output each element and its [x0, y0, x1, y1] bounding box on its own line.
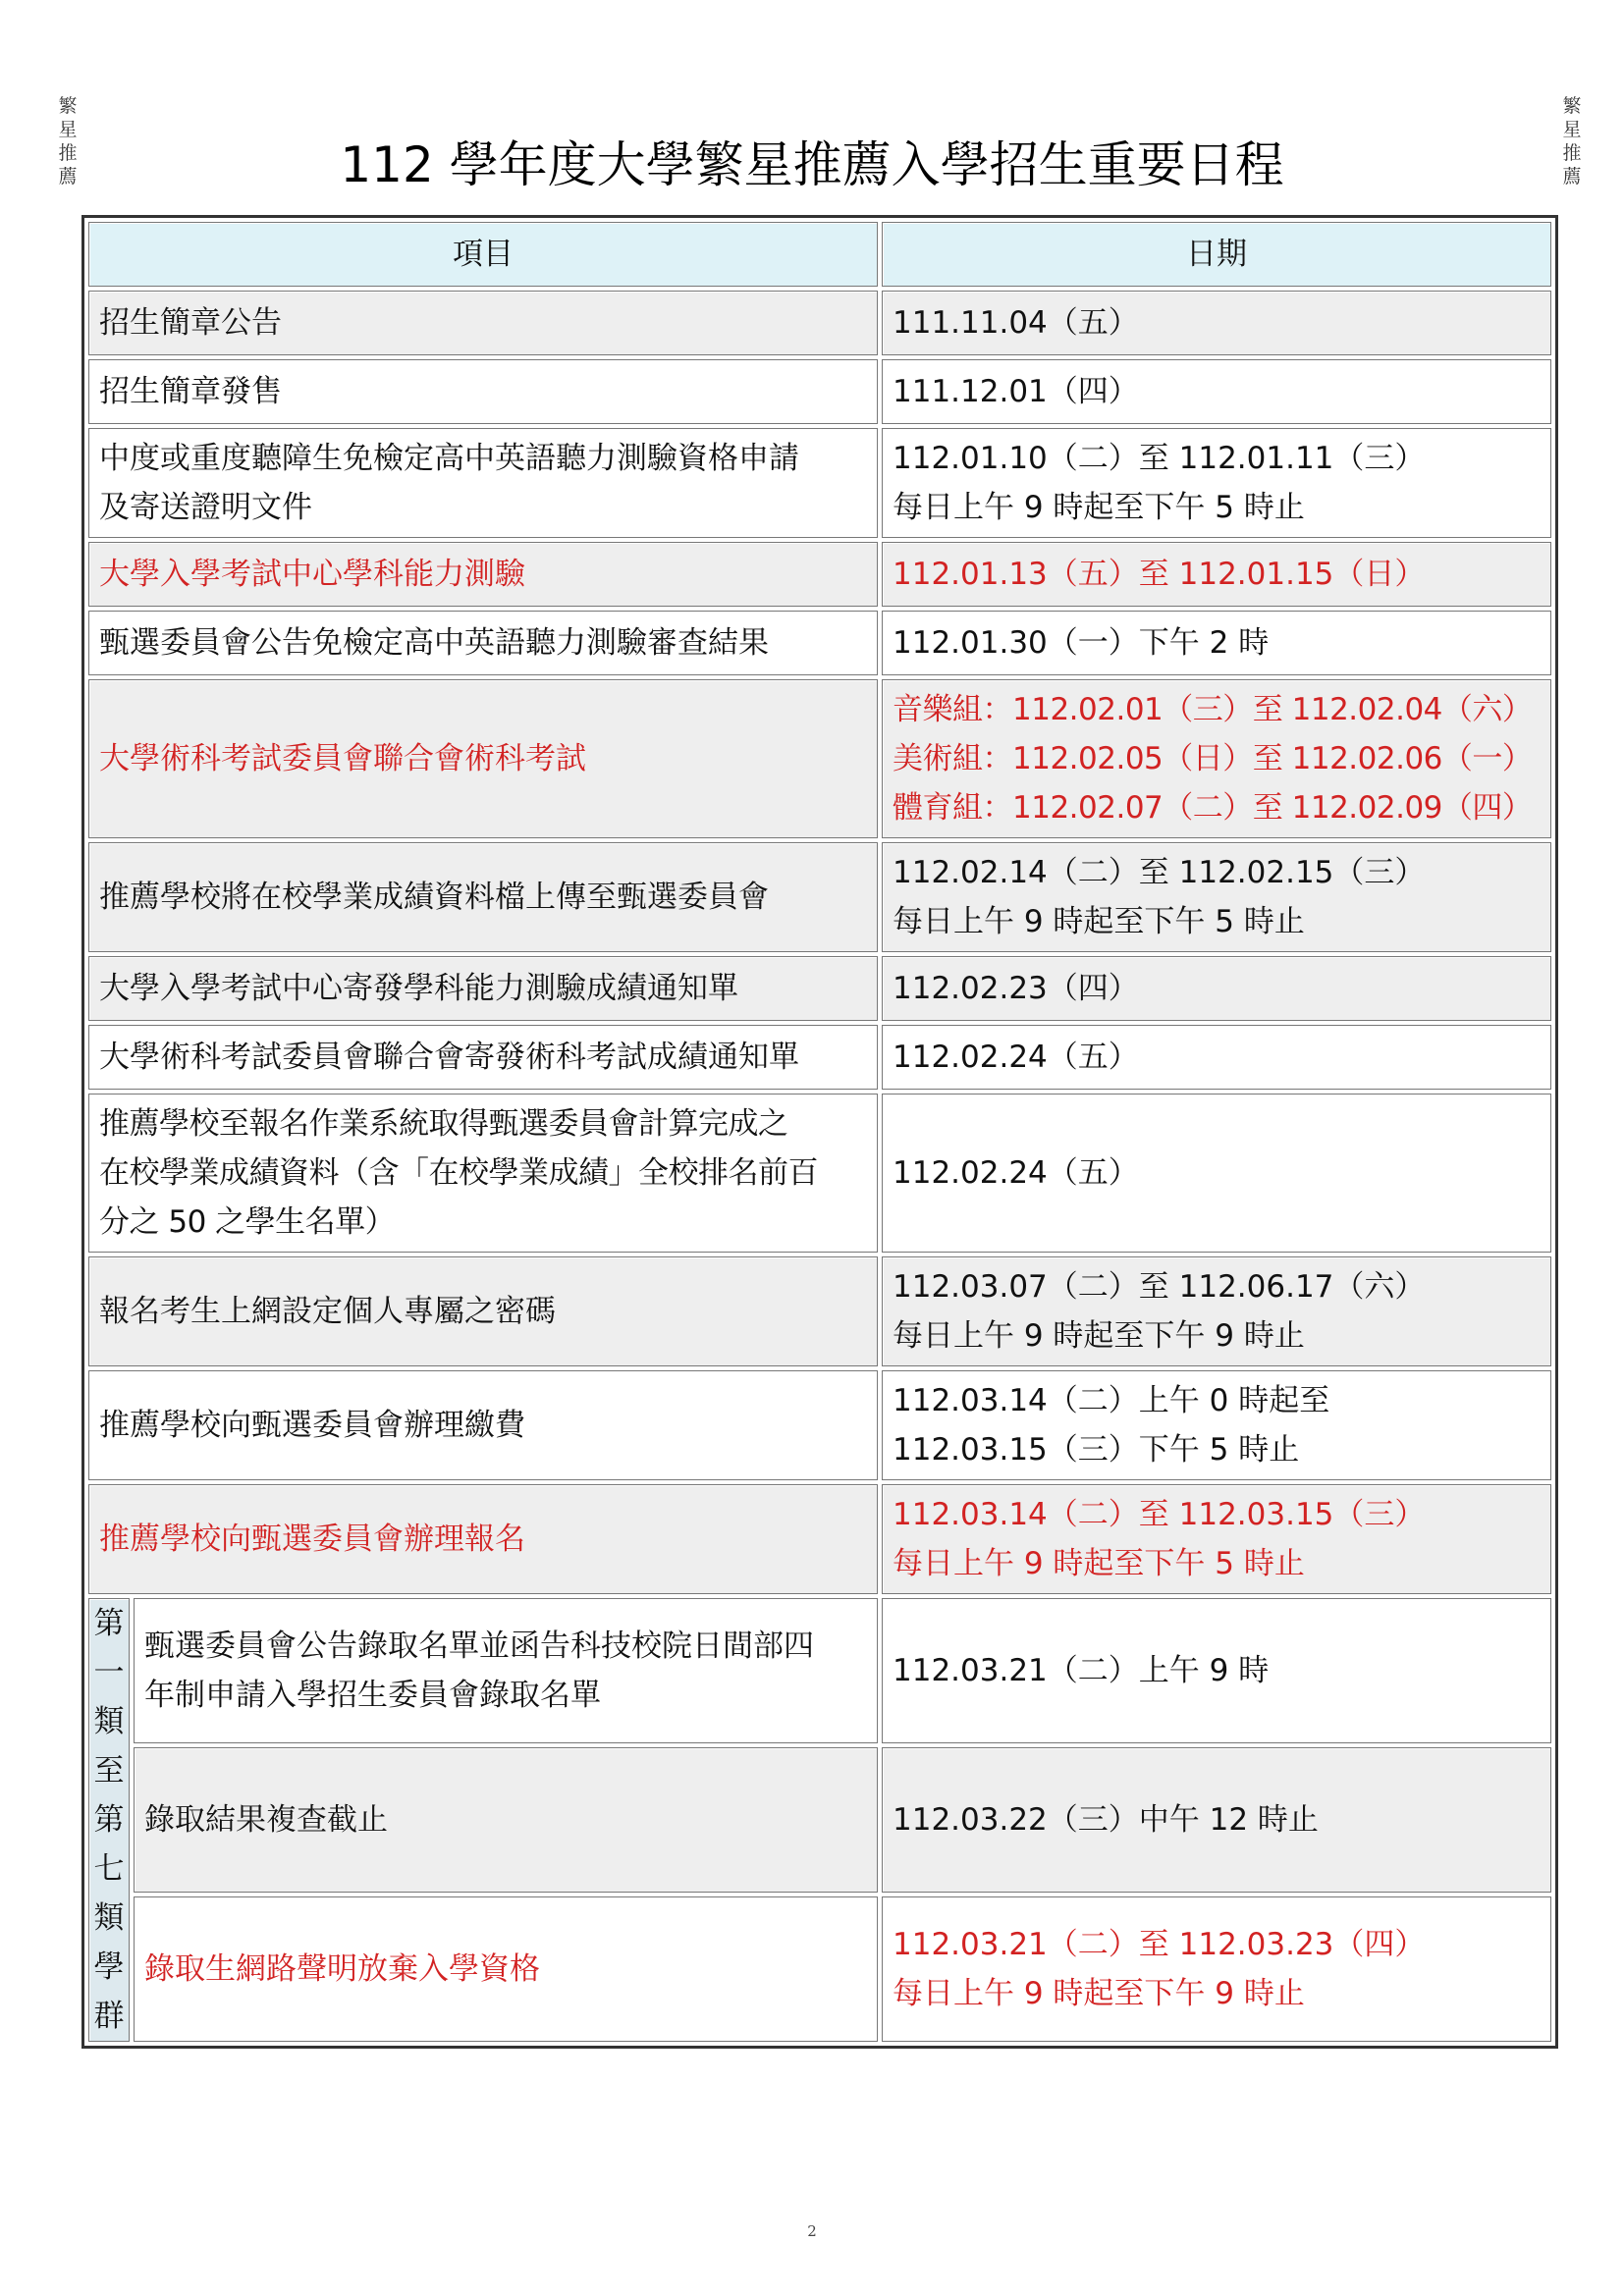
cell-line: 111.12.01（四） — [893, 374, 1139, 409]
group-label-char: 第 — [93, 1802, 125, 1838]
date-cell — [882, 1484, 1551, 1594]
date-cell — [882, 542, 1551, 607]
cell-line: 音樂組：112.02.01（三）至 112.02.04（六） — [893, 692, 1533, 727]
cell-line: 111.11.04（五） — [893, 305, 1139, 341]
table-row — [88, 842, 1551, 952]
table-row — [88, 1025, 1551, 1090]
cell-line: 推薦學校向甄選委員會辦理繳費 — [99, 1408, 525, 1443]
table-row — [88, 359, 1551, 424]
cell-line: 112.02.14（二）至 112.02.15（三） — [893, 855, 1426, 890]
date-cell — [882, 1747, 1551, 1893]
item-cell — [88, 1256, 878, 1366]
cell-line: 年制申請入學招生委員會錄取名單 — [144, 1678, 601, 1713]
side-label-char: 星 — [1562, 119, 1582, 140]
date-cell — [882, 428, 1551, 538]
table-row — [88, 1256, 1551, 1366]
table-row — [88, 1747, 1551, 1893]
date-cell — [882, 291, 1551, 355]
date-cell — [882, 359, 1551, 424]
cell-line: 112.01.10（二）至 112.01.11（三） — [893, 441, 1426, 476]
cell-line: 112.02.24（五） — [893, 1040, 1139, 1075]
cell-line: 在校學業成績資料（含「在校學業成績」全校排名前百 — [99, 1155, 818, 1191]
group-label-char: 類 — [93, 1900, 125, 1936]
side-label-char: 推 — [1562, 142, 1582, 164]
table-row — [88, 1094, 1551, 1253]
table-row — [88, 1598, 1551, 1743]
cell-line: 112.03.22（三）中午 12 時止 — [893, 1802, 1319, 1838]
item-cell — [134, 1598, 878, 1743]
cell-line: 體育組：112.02.07（二）至 112.02.09（四） — [893, 790, 1533, 826]
table-row — [88, 1484, 1551, 1594]
item-cell — [88, 359, 878, 424]
date-cell — [882, 611, 1551, 675]
side-label-char: 推 — [58, 142, 78, 164]
table-row — [88, 1370, 1551, 1480]
cell-line: 112.03.07（二）至 112.06.17（六） — [893, 1269, 1426, 1305]
table-row — [88, 428, 1551, 538]
item-cell — [88, 1025, 878, 1090]
cell-line: 每日上午 9 時起至下午 9 時止 — [893, 1976, 1305, 2011]
cell-line: 112.02.23（四） — [893, 971, 1139, 1006]
item-cell — [88, 956, 878, 1021]
table-row — [88, 542, 1551, 607]
header-date: 日期 — [882, 222, 1551, 287]
page-title: 112 學年度大學繁星推薦入學招生重要日程 — [340, 136, 1284, 193]
group-label-char: 第 — [93, 1606, 125, 1641]
cell-line: 每日上午 9 時起至下午 5 時止 — [893, 904, 1305, 939]
cell-line: 每日上午 9 時起至下午 9 時止 — [893, 1318, 1305, 1354]
cell-line: 錄取生網路聲明放棄入學資格 — [144, 1951, 540, 1987]
cell-line: 112.01.30（一）下午 2 時 — [893, 625, 1270, 661]
cell-line: 招生簡章發售 — [99, 374, 282, 409]
date-cell — [882, 1094, 1551, 1253]
date-cell — [882, 1598, 1551, 1743]
cell-line: 大學術科考試委員會聯合會寄發術科考試成績通知單 — [99, 1040, 799, 1075]
item-cell — [88, 842, 878, 952]
date-cell — [882, 1896, 1551, 2042]
cell-line: 112.02.24（五） — [893, 1155, 1139, 1191]
table-header-row — [88, 222, 1551, 287]
cell-line: 112.03.21（二）至 112.03.23（四） — [893, 1927, 1426, 1962]
header-item: 項目 — [88, 222, 878, 287]
cell-line: 報名考生上網設定個人專屬之密碼 — [99, 1294, 556, 1329]
side-label-char: 繁 — [58, 95, 78, 117]
cell-line: 招生簡章公告 — [99, 305, 282, 341]
cell-line: 112.03.21（二）上午 9 時 — [893, 1653, 1270, 1688]
date-cell — [882, 679, 1551, 838]
side-label-char: 星 — [58, 119, 78, 140]
side-label-char: 薦 — [1562, 166, 1582, 187]
cell-line: 每日上午 9 時起至下午 5 時止 — [893, 1546, 1305, 1581]
cell-line: 每日上午 9 時起至下午 5 時止 — [893, 490, 1305, 525]
cell-line: 美術組：112.02.05（日）至 112.02.06（一） — [893, 741, 1533, 776]
cell-line: 112.03.15（三）下午 5 時止 — [893, 1432, 1300, 1468]
item-cell — [88, 611, 878, 675]
date-cell — [882, 842, 1551, 952]
item-cell — [88, 428, 878, 538]
side-label-char: 繁 — [1562, 95, 1582, 117]
item-cell — [88, 1370, 878, 1480]
group-label — [88, 1598, 130, 2042]
date-cell — [882, 1025, 1551, 1090]
group-label-char: 群 — [93, 1999, 125, 2034]
cell-line: 大學入學考試中心學科能力測驗 — [99, 557, 525, 592]
item-cell — [88, 1094, 878, 1253]
cell-line: 112.03.14（二）上午 0 時起至 — [893, 1383, 1330, 1418]
date-cell — [882, 1256, 1551, 1366]
cell-line: 甄選委員會公告免檢定高中英語聽力測驗審查結果 — [99, 625, 769, 661]
item-cell — [88, 679, 878, 838]
group-label-char: 類 — [93, 1704, 125, 1739]
table-row — [88, 679, 1551, 838]
group-label-char: 一 — [93, 1655, 125, 1690]
group-label-char: 學 — [93, 1949, 125, 1985]
cell-line: 甄選委員會公告錄取名單並函告科技校院日間部四 — [144, 1629, 814, 1664]
page-number: 2 — [807, 2222, 817, 2240]
cell-line: 分之 50 之學生名單） — [99, 1204, 396, 1240]
group-label-char: 至 — [93, 1753, 125, 1789]
cell-line: 推薦學校將在校學業成績資料檔上傳至甄選委員會 — [99, 880, 769, 915]
item-cell — [134, 1896, 878, 2042]
side-label-char: 薦 — [58, 166, 78, 187]
table-row — [88, 956, 1551, 1021]
table-row — [88, 611, 1551, 675]
cell-line: 112.01.13（五）至 112.01.15（日） — [893, 557, 1426, 592]
item-cell — [134, 1747, 878, 1893]
cell-line: 大學入學考試中心寄發學科能力測驗成績通知單 — [99, 971, 738, 1006]
date-cell — [882, 1370, 1551, 1480]
schedule-table — [81, 215, 1558, 2049]
cell-line: 中度或重度聽障生免檢定高中英語聽力測驗資格申請 — [99, 441, 799, 476]
group-label-char: 七 — [93, 1851, 125, 1887]
item-cell — [88, 542, 878, 607]
table-row — [88, 1896, 1551, 2042]
cell-line: 及寄送證明文件 — [99, 490, 312, 525]
cell-line: 錄取結果複查截止 — [144, 1802, 388, 1838]
table-row — [88, 291, 1551, 355]
date-cell — [882, 956, 1551, 1021]
cell-line: 推薦學校至報名作業系統取得甄選委員會計算完成之 — [99, 1106, 788, 1142]
cell-line: 112.03.14（二）至 112.03.15（三） — [893, 1497, 1426, 1532]
item-cell — [88, 1484, 878, 1594]
cell-line: 推薦學校向甄選委員會辦理報名 — [99, 1522, 525, 1557]
item-cell — [88, 291, 878, 355]
cell-line: 大學術科考試委員會聯合會術科考試 — [99, 741, 586, 776]
